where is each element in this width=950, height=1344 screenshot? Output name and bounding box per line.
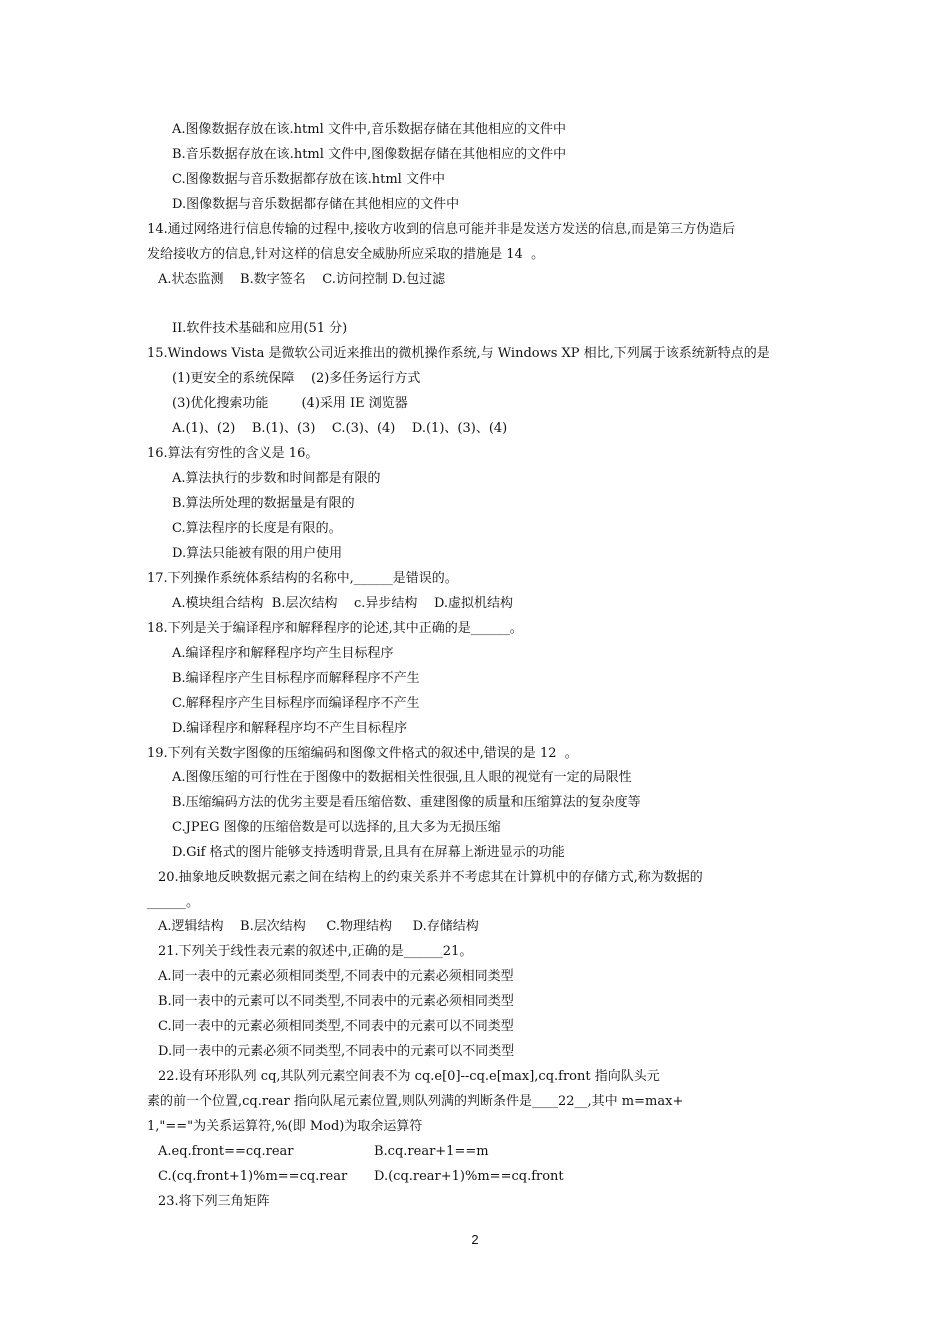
option-19d: D.Gif 格式的图片能够支持透明背景,且具有在屏幕上渐进显示的功能	[172, 845, 565, 860]
option-22c: C.(cq.front+1)%m==cq.rear	[158, 1169, 348, 1184]
option-16a: A.算法执行的步数和时间都是有限的	[172, 471, 381, 486]
question-22: 22.设有环形队列 cq,其队列元素空间表不为 cq.e[0]--cq.e[max],cq.front 指向队头元	[158, 1069, 660, 1084]
question-20: 20.抽象地反映数据元素之间在结构上的约束关系并不考虑其在计算机中的存储方式,称为数据的	[158, 870, 703, 885]
item-15-row1: (1)更安全的系统保障 (2)多任务运行方式	[172, 371, 421, 386]
option-21c: C.同一表中的元素必须相同类型,不同表中的元素可以不同类型	[158, 1019, 514, 1034]
question-23: 23.将下列三角矩阵	[158, 1194, 270, 1209]
options-20: A.逻辑结构 B.层次结构 C.物理结构 D.存储结构	[158, 919, 479, 934]
question-19: 19.下列有关数字图像的压缩编码和图像文件格式的叙述中,错误的是 12 。	[147, 746, 578, 761]
page-number: 2	[471, 1232, 479, 1247]
option-22b: B.cq.rear+1==m	[374, 1144, 489, 1159]
question-22-cont: 素的前一个位置,cq.rear 指向队尾元素位置,则队列满的判断条件是____22__,其中 m=max+	[147, 1094, 684, 1109]
option-21b: B.同一表中的元素可以不同类型,不同表中的元素必须相同类型	[158, 994, 514, 1009]
option-21a: A.同一表中的元素必须相同类型,不同表中的元素必须相同类型	[158, 969, 514, 984]
question-21: 21.下列关于线性表元素的叙述中,正确的是______21。	[158, 944, 473, 959]
question-14-cont: 发给接收方的信息,针对这样的信息安全威胁所应采取的措施是 14 。	[147, 247, 545, 262]
option-18a: A.编译程序和解释程序均产生目标程序	[172, 646, 394, 661]
option-19a: A.图像压缩的可行性在于图像中的数据相关性很强,且人眼的视觉有一定的局限性	[172, 770, 632, 785]
question-17: 17.下列操作系统体系结构的名称中,______是错误的。	[147, 571, 458, 586]
options-14: A.状态监测 B.数字签名 C.访问控制 D.包过滤	[158, 272, 446, 287]
question-22-cont2: 1,"=="为关系运算符,%(即 Mod)为取余运算符	[147, 1119, 423, 1134]
option-16b: B.算法所处理的数据量是有限的	[172, 496, 355, 511]
option-13a: A.图像数据存放在该.html 文件中,音乐数据存储在其他相应的文件中	[172, 122, 566, 137]
question-15: 15.Windows Vista 是微软公司近来推出的微机操作系统,与 Windows XP 相比,下列属于该系统新特点的是	[147, 346, 770, 361]
option-19b: B.压缩编码方法的优劣主要是看压缩倍数、重建图像的质量和压缩算法的复杂度等	[172, 795, 641, 810]
question-14: 14.通过网络进行信息传输的过程中,接收方收到的信息可能并非是发送方发送的信息,而是第三方伪造后	[143, 222, 736, 237]
item-15-row2: (3)优化搜索功能 (4)采用 IE 浏览器	[172, 396, 408, 411]
option-13b: B.音乐数据存放在该.html 文件中,图像数据存储在其他相应的文件中	[172, 147, 567, 162]
question-20-blank: ______。	[147, 895, 200, 910]
options-17: A.模块组合结构 B.层次结构 c.异步结构 D.虚拟机结构	[172, 596, 514, 611]
question-16: 16.算法有穷性的含义是 16。	[147, 446, 319, 461]
option-18d: D.编译程序和解释程序均不产生目标程序	[172, 721, 408, 736]
option-16d: D.算法只能被有限的用户使用	[172, 546, 343, 561]
option-13c: C.图像数据与音乐数据都存放在该.html 文件中	[172, 172, 445, 187]
section-heading: II.软件技术基础和应用(51 分)	[172, 321, 348, 336]
option-22d: D.(cq.rear+1)%m==cq.front	[374, 1169, 564, 1184]
option-13d: D.图像数据与音乐数据都存储在其他相应的文件中	[172, 197, 460, 212]
option-18b: B.编译程序产生目标程序而解释程序不产生	[172, 671, 420, 686]
option-19c: C.JPEG 图像的压缩倍数是可以选择的,且大多为无损压缩	[172, 820, 501, 835]
question-18: 18.下列是关于编译程序和解释程序的论述,其中正确的是______。	[147, 621, 523, 636]
option-16c: C.算法程序的长度是有限的。	[172, 521, 342, 536]
option-18c: C.解释程序产生目标程序而编译程序不产生	[172, 696, 420, 711]
option-22a: A.eq.front==cq.rear	[158, 1144, 294, 1159]
options-15: A.(1)、(2) B.(1)、(3) C.(3)、(4) D.(1)、(3)、(4)	[172, 421, 508, 436]
option-21d: D.同一表中的元素必须不同类型,不同表中的元素可以不同类型	[158, 1044, 515, 1059]
